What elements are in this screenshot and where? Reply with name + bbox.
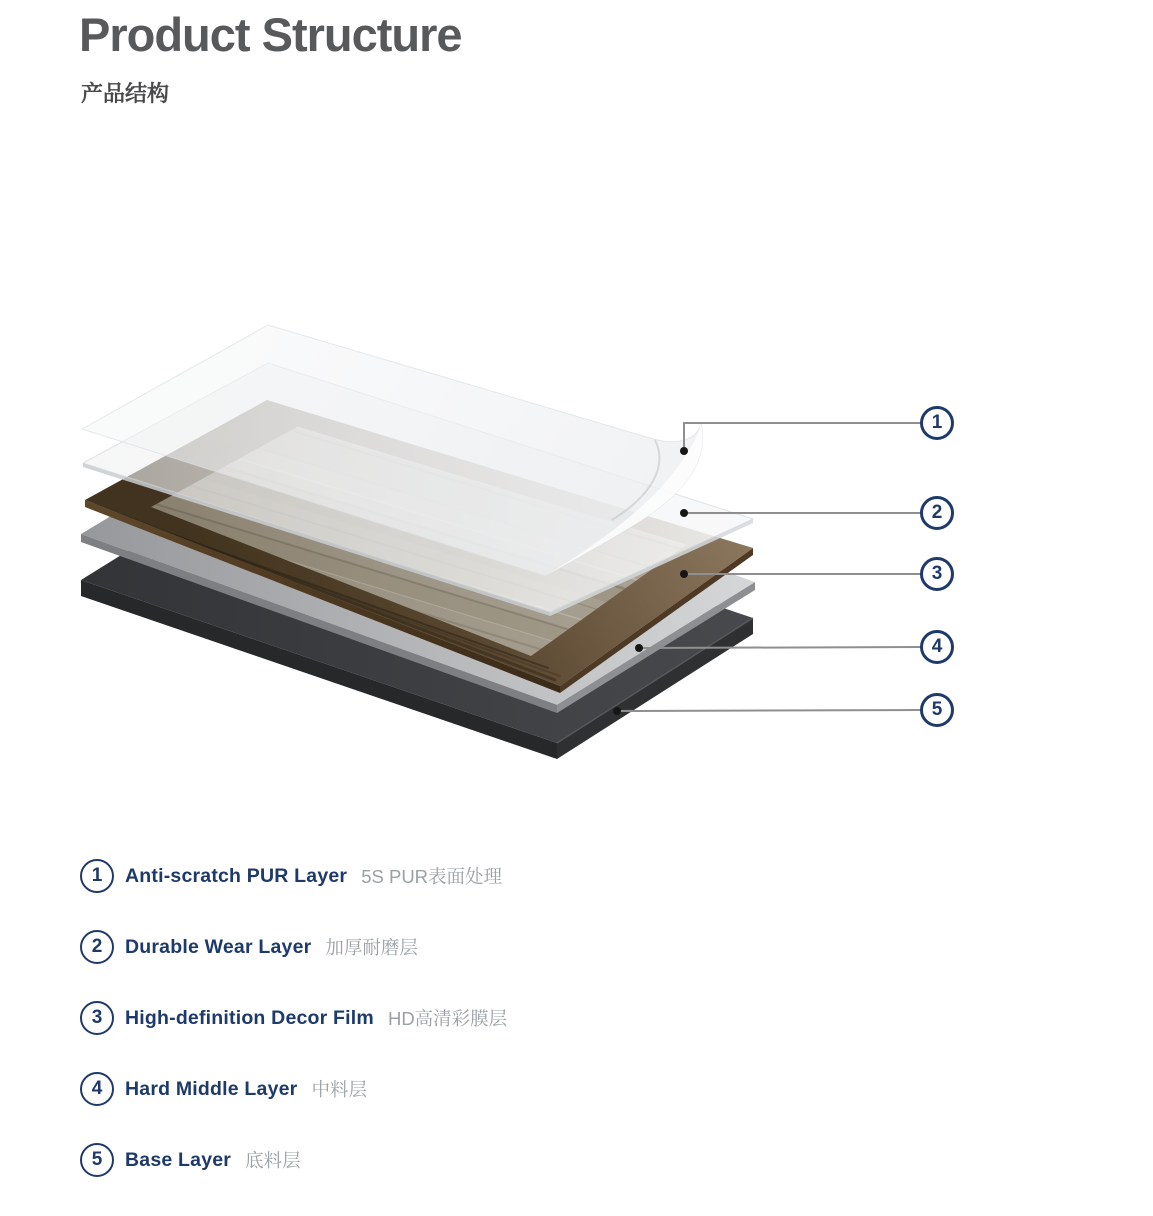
leader-line-5 [617,710,921,711]
legend-label: Anti-scratch PUR Layer [125,864,348,887]
callout-number: 5 [931,699,943,720]
callout-number: 1 [931,412,943,433]
legend-number-badge: 1 [80,859,114,893]
legend-number-badge: 3 [80,1001,114,1035]
legend-label: Durable Wear Layer [125,935,312,958]
leader-dot-2 [680,509,688,517]
legend-label: High-definition Decor Film [125,1006,374,1029]
legend-note: 5S PUR表面处理 [361,866,503,887]
callout-badge-4 [920,630,954,664]
callout-badge-1 [920,406,954,440]
legend-note: HD高清彩膜层 [387,1008,508,1029]
leader-dot-3 [680,570,688,578]
page-title: Product Structure [79,8,462,61]
callout-badge-3 [920,557,954,591]
callout-number: 3 [931,563,943,584]
legend-label: Hard Middle Layer [125,1077,298,1100]
leader-dot-5 [613,707,621,715]
legend-item-2 [80,930,418,964]
legend-item-1 [80,859,502,893]
legend-label: Base Layer [125,1148,232,1171]
callout-badge-2 [920,496,954,530]
legend-number-badge: 5 [80,1143,114,1177]
callout-badge-5 [920,693,954,727]
leader-dot-1 [680,447,688,455]
legend-item-4 [80,1072,367,1106]
legend-number-badge: 4 [80,1072,114,1106]
callout-number: 4 [931,636,943,657]
leader-line-1 [684,423,921,451]
legend-note: 中料层 [311,1079,367,1100]
legend-note: 底料层 [245,1150,301,1171]
legend-item-3 [80,1001,507,1035]
callout-number: 2 [931,502,943,523]
legend-note: 加厚耐磨层 [325,937,418,958]
legend-item-5 [80,1143,301,1177]
leader-dot-4 [635,644,643,652]
legend-number-badge: 2 [80,930,114,964]
page-subtitle: 产品结构 [81,81,170,106]
leader-line-4 [639,647,921,648]
